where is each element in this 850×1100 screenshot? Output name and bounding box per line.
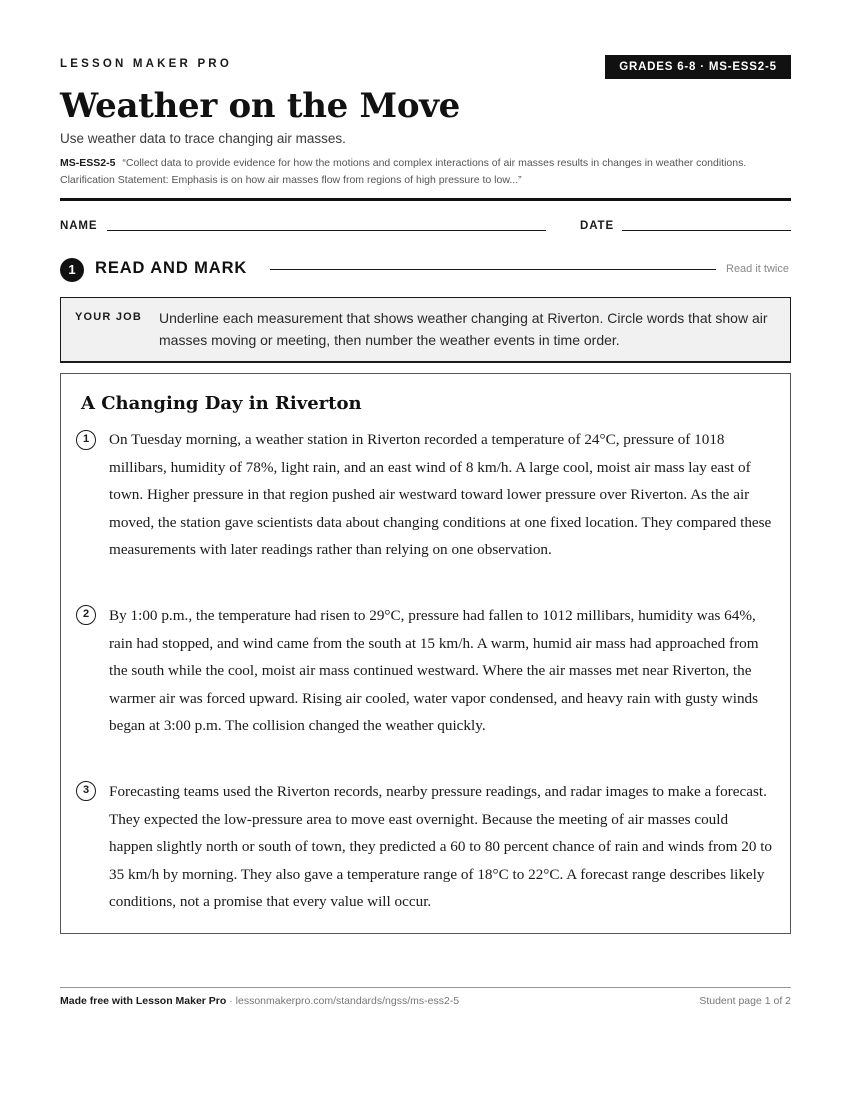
footer-url: · lessonmakerpro.com/standards/ngss/ms-ess2-5 [226, 995, 460, 1007]
date-label: DATE [580, 220, 615, 232]
instructions-text: Underline each measurement that shows weather changing at Riverton. Circle words that show air masses moving or meeting, then number the weather events in time order. [159, 310, 768, 348]
instructions-label: YOUR JOB [75, 311, 143, 323]
page-subtitle: Use weather data to trace changing air masses. [60, 131, 346, 146]
standard-code: MS-ESS2-5 [60, 157, 116, 169]
name-label: NAME [60, 220, 98, 232]
paragraph-number: 1 [76, 430, 96, 450]
passage-paragraph: By 1:00 p.m., the temperature had risen to 29°C, pressure had fallen to 1012 millibars, humidity was 64%, rain had stopped, and wind came from the south at 15 km/h. A warm, humid air mass had approached from the south while the cool, moist air mass continued westward. Where the air masses met near Riverton, the warmer air was forced upward. Rising air cooled, water vapor condensed, and heavy rain with gusty winds began at 3:00 p.m. The collision changed the weather quickly. [109, 607, 759, 735]
grade-standard-badge: GRADES 6-8 · MS-ESS2-5 [605, 55, 791, 79]
header-divider [60, 198, 791, 201]
footer-divider [60, 987, 791, 988]
paragraph-number: 3 [76, 781, 96, 801]
page-title: Weather on the Move [60, 86, 461, 126]
standard-statement [60, 155, 780, 188]
footer-page-number: Student page 1 of 2 [699, 995, 791, 1007]
section-title: READ AND MARK [95, 259, 248, 277]
standard-text: “Collect data to provide evidence for how the motions and complex interactions of air masses results in changes in weather conditions. Clarification Statement: Emphasis is on how air masses flow from regions of high pressure to low...” [60, 157, 747, 186]
brand-name: LESSON MAKER PRO [60, 58, 232, 70]
instructions-box [60, 297, 791, 363]
name-field[interactable] [107, 230, 546, 231]
section-number-badge: 1 [60, 258, 84, 282]
reading-passage [60, 373, 791, 934]
section-note: Read it twice [726, 263, 789, 275]
passage-title: A Changing Day in Riverton [81, 393, 362, 414]
date-field[interactable] [622, 230, 791, 231]
footer-credit [60, 995, 459, 1007]
paragraph-number: 2 [76, 605, 96, 625]
passage-paragraph: On Tuesday morning, a weather station in Riverton recorded a temperature of 24°C, pressure of 1018 millibars, humidity of 78%, light rain, and an east wind of 8 km/h. A large cool, moist air mass lay east of town. Higher pressure in that region pushed air westward toward lower pressure over Riverton. As the air moved, the station gave scientists data about changing conditions at one fixed location. They compared these measurements with later readings rather than relying on one observation. [109, 431, 772, 559]
section-divider [270, 269, 716, 270]
footer-made-with: Made free with Lesson Maker Pro [60, 995, 227, 1007]
passage-paragraph: Forecasting teams used the Riverton records, nearby pressure readings, and radar images to make a forecast. They expected the low-pressure area to move east overnight. Because the meeting of air masses could happen slightly north or south of town, they predicted a 60 to 80 percent chance of rain and winds from 20 to 35 km/h by morning. They also gave a temperature range of 18°C to 22°C. A forecast range describes likely conditions, not a promise that every value will occur. [109, 783, 773, 911]
